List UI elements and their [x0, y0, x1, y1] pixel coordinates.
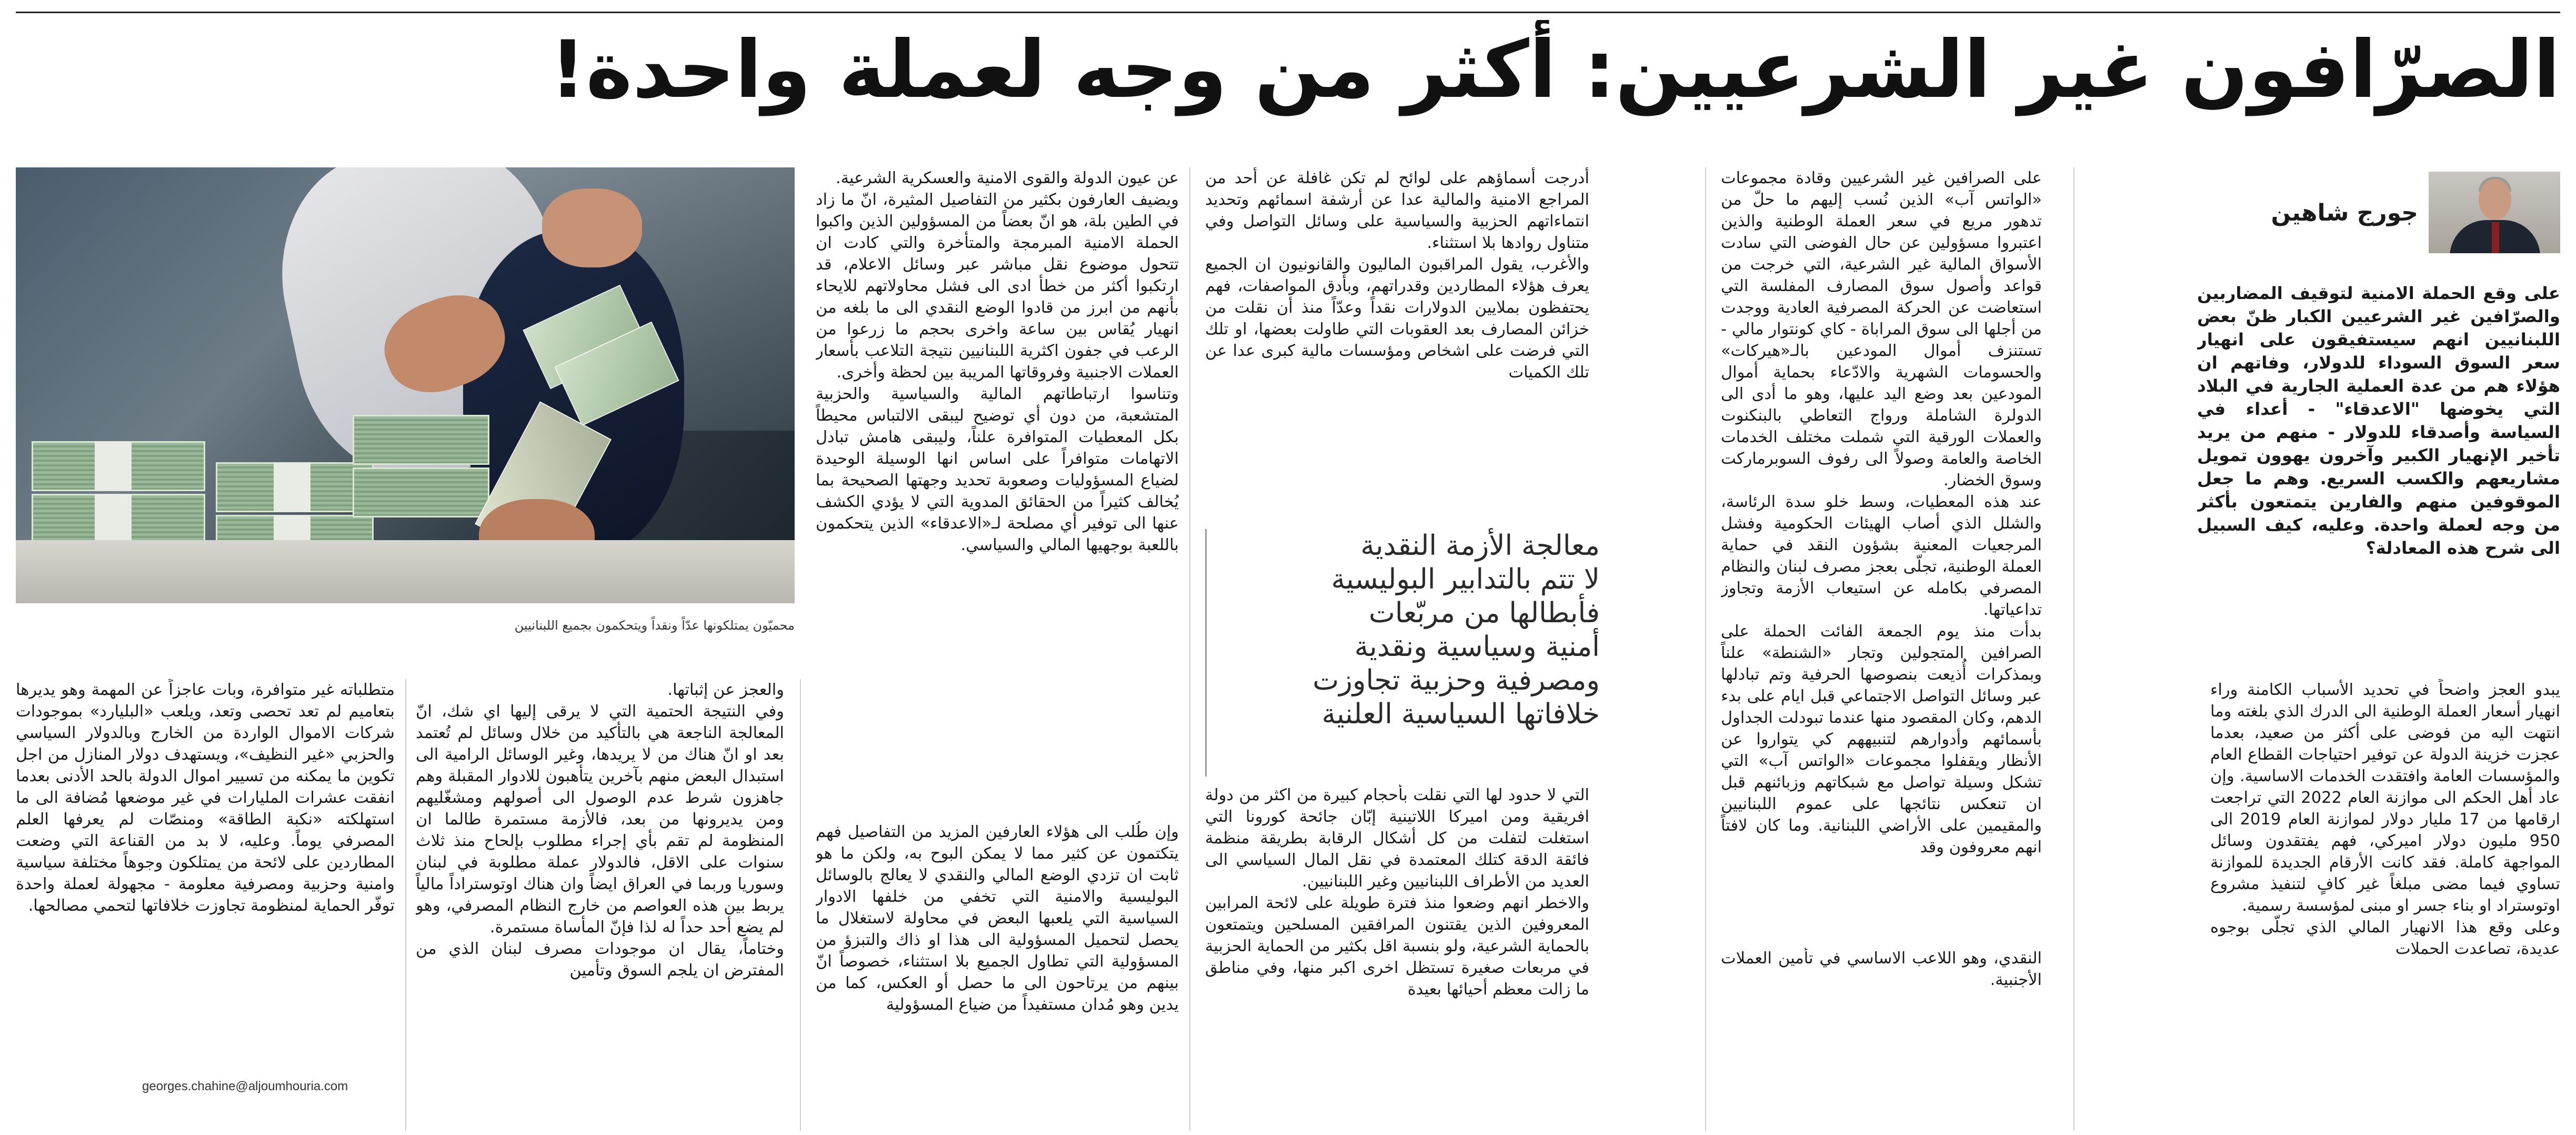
column-separator: [405, 679, 406, 1131]
pull-quote-line: ومصرفية وحزبية تجاوزت: [1312, 664, 1600, 696]
pull-quote-line: لا تتم بالتدابير البوليسية: [1331, 563, 1600, 595]
paragraph: عند هذه المعطيات، وسط خلو سدة الرئاسة، والشلل الذي أصاب الهيئات الحكومية وفشل المرجعيات المعنية بشؤون النقد في حماية العملة الوطنية، تجلّى بعجز مصرف لبنان والنظام المصرفي بكامله عن استيعاب الأزمة وتجاوز تداعياتها.: [1721, 493, 2042, 619]
author-name: جورج شاهين: [2271, 200, 2418, 226]
pull-quote-line: أمنية وسياسية ونقدية: [1354, 631, 1600, 663]
author-portrait-icon: [2429, 172, 2560, 253]
paragraph: متطلباته غير متوافرة، وبات عاجزاً عن المهمة وهو يديرها بتعاميم لم تعد تحصى وتعد، ويلعب «البليارد» بموجودات شركات الاموال الواردة من الخارج وبالدولار السياسي والحزبي «غير النظيف»، ويستهدف دولار المنازل من اجل تكوين ما يمكنه من تسيير اموال الدولة بالحد الأدنى بعدما انفقت عشرات المليارات في غير موضعها مُضافة الى ما استهلكته «نكبة الطاقة» ومنصّات لم يعرفها العلم المصرفي يوماً. وعليه، لا بد من القناعة التي وضعت المطاردين على لائحة من يمتلكون وجوهاً مختلفة سياسية وامنية وحزبية ومصرفية معلومة - مجهولة لعملة واحدة توفّر الحماية لمنظومة تجاوزت خلافاتها لتحمي مصالحها.: [16, 681, 395, 915]
column-1-bottom: [1721, 948, 2042, 1127]
headline: الصرّافون غير الشرعيين: أكثر من وجه لعملة واحدة!: [549, 24, 2560, 116]
column-2-top: [1205, 167, 1589, 515]
paragraph: على الصرافين غير الشرعيين وقادة مجموعات «الواتس آب» الذين نُسب إليهم ما حلّ من تدهور مريع في سعر العملة الوطنية والذين اعتبروا مسؤولين عن حال الفوضى التي سادت الأسواق المالية غير الشرعية، التي خرجت من قواعد وأصول سوق المصارف المفلسة التي استعاضت عن الحركة المصرفية العادية ووجدت من أجلها الى سوق المراباة - كاي كونتوار مالي - تستنزف أموال المودعين بالـ«هيركات» والحسومات الشهرية والادّعاء بحماية أموال المودعين بعد وضع اليد عليها، وهو ما أدى الى الدولرة الشاملة ورواج التعاطي بالبنكنوت والعملات الورقية التي شملت مختلف الخدمات الخاصة والعامة وصولاً الى رفوف السوبرماركت وسوق الخضار.: [1721, 169, 2042, 490]
column-0-bottom: [2210, 679, 2560, 1127]
paragraph: وعلى وقع هذا الانهيار المالي الذي تجلّى بوجوه عديدة، تصاعدت الحملات: [2210, 918, 2560, 958]
column-separator: [800, 679, 801, 1131]
paragraph: أدرجت أسماؤهم على لوائح لم تكن غافلة عن أحد من المراجع الامنية والمالية عدا عن أرشفة اسمائهم وتحديد انتماءاتهم الحزبية والسياسية على وسائل التواصل وفي متناول روادها بلا استثناء.: [1205, 169, 1589, 252]
money-counting-photo: [16, 167, 795, 603]
pull-quote-line: خلافاتها السياسية العلنية: [1321, 698, 1600, 730]
column-3-bottom: [816, 821, 1179, 1127]
photo-caption: محميّون يمتلكونها عدّاً ونقداً ويتحكمون بجميع اللبنانيين: [514, 618, 795, 633]
paragraph: والعجز عن إثباتها.: [667, 681, 784, 699]
pull-quote-line: فأبطالها من مربّعات: [1368, 597, 1600, 629]
column-5-bottom: [16, 679, 395, 1071]
paragraph: وفي النتيجة الحتمية التي لا يرقى إليها اي شك، انّ المعالجة الناجعة هي بالتأكيد من خلال وسائل لم تُعتمد بعد او انّ هناك من لا يريدها، وغير الوسائل الرامية الى استبدال البعض منهم بآخرين يتأهبون للادوار المقبلة وهم جاهزون شرط عدم الوصول الى أصولهم ومشغّليهم ومن يديرونها من بعد، فالأزمة مستمرة طالما ان المنظومة لم تقم بأي إجراء مطلوب بإلحاح منذ ثلاث سنوات على الاقل، فالدولار عملة مطلوبة في لبنان وسوريا وربما في العراق ايضاً وان هناك اوتوستراداً مالياً يربط بين هذه العواصم من خارج النظام المصرفي، وهو لم يضع أحد حداً له لذا فإنّ المأساة مستمرة.: [416, 702, 784, 937]
column-2-bottom: [1205, 784, 1589, 1127]
author-email: georges.chahine@aljoumhouria.com: [142, 1079, 348, 1093]
pull-quote: [1205, 529, 1600, 776]
paragraph: النقدي، وهو اللاعب الاساسي في تأمين العملات الأجنبية.: [1721, 949, 2042, 989]
paragraph: التي لا حدود لها التي نقلت بأحجام كبيرة من اكثر من دولة افريقية ومن اميركا اللاتينية إبّان جائحة كورونا التي استغلت لتفلت من كل أشكال الرقابة بطريقة منظمة فائقة الدقة كتلك المعتمدة في نقل المال السياسي الى العديد من الأطراف اللبنانيين وغير اللبنانيين.: [1205, 786, 1589, 891]
paragraph: والأغرب، يقول المراقبون الماليون والقانونيون ان الجميع يعرف هؤلاء المطاردين وقدراتهم، وبأدق المواصفات، فهم يحتفظون بملايين الدولارات نقداً وعدّاً منذ أن نقلت من خزائن المصارف بعد العقوبات التي طاولت بعضها، او تلك التي فرضت على اشخاص ومؤسسات مالية كبرى عدا عن تلك الكميات: [1205, 255, 1589, 382]
paragraph: وإن طُلب الى هؤلاء العارفين المزيد من التفاصيل فهم يتكتمون عن كثير مما لا يمكن البوح به، ولكن ما هو ثابت ان تزدي الوضع المالي والنقدي لا يعالج بالوسائل البوليسية والامنية التي تخفي من خلفها الادوار السياسية التي يلعبها البعض في محاولة لاستغلال ما يحصل لتحميل المسؤولية الى هذا او ذاك والتبزؤ من المسؤولية التي تطاول الجميع بلا استثناء، خصوصاً انّ بينهم من يرتاحون الى ما حصل أو العكس، كما من يدين وهو مُدان مستفيداً من ضياع المسؤولية: [816, 823, 1179, 1014]
column-separator: [1189, 167, 1190, 1131]
paragraph: يبدو العجز واضحاً في تحديد الأسباب الكامنة وراء انهيار أسعار العملة الوطنية الى الدرك الذي بلغته وما انتهت اليه من فوضى على أكثر من صعيد، بعدما عجزت خزينة الدولة عن توفير احتياجات القطاع العام والمؤسسات العامة وافتقدت الخدمات الاساسية. وإن عاد أهل الحكم الى موازنة العام 2022 التي تراجعت ارقامها من 17 مليار دولار لموازنة العام 2019 الى 950 مليون دولار اميركي، فهم يفتقدون وسائل المواجهة كاملة. فقد كانت الأرقام الجديدة للموازنة تساوي فيما مضى مبلغاً غير كافٍ لتنفيذ مشروع اوتوستراد او بناء جسر او مبنى لمؤسسة رسمية.: [2210, 681, 2560, 915]
column-3-top: [816, 167, 1179, 815]
paragraph: وتناسوا ارتباطاتهم المالية والسياسية والحزبية المتشعبة، من دون أي توضيح ليبقى الالتباس محيطاً بكل المعطيات المتوافرة علناً، وليبقى هامش تبادل الاتهامات متوافراً على اساس انها الوسيلة الوحيدة لضياع المسؤوليات وصعوبة تحديد وجهتها الصحيحة بما يُخالف كثيراً من الحقائق المدوية التي لا يؤدي الكشف عنها الى توفير أي مصلحة لـ«الاعدقاء» الذين يتحكمون باللعبة بوجهيها المالي والسياسي.: [816, 385, 1179, 554]
paragraph: ويضيف العارفون بكثير من التفاصيل المثيرة، انّ ما زاد في الطين بلة، هو انّ بعضاً من المسؤولين الذين واكبوا الحملة الامنية المبرمجة والمتأخرة والتي كادت ان تتحول موضوع نقل مباشر عبر وسائل الاعلام، قد ارتكبوا أكثر من خطأ ادى الى فشل محاولاتهم للايحاء بأنهم من ابرز من قادوا الوضع النقدي الى ما بلغه من انهيار يُقاس بين ساعة واخرى بحجم ما زرعوا من الرعب في جفون اكثرية اللبنانيين نتيجة التلاعب بأسعار العملات الاجنبية وفروقاتها المريبة بين لحظة وأخرى.: [816, 191, 1179, 382]
paragraph: عن عيون الدولة والقوى الامنية والعسكرية الشرعية.: [836, 169, 1179, 187]
pull-quote-line: معالجة الأزمة النقدية: [1360, 530, 1600, 562]
column-separator: [2073, 167, 2074, 1131]
column-separator: [1705, 167, 1706, 1131]
column-4-bottom: [416, 679, 784, 1127]
column-1-top: [1721, 167, 2042, 944]
paragraph: وختاماً، يقال ان موجودات مصرف لبنان الذي من المفترض ان يلجم السوق وتأمين: [416, 940, 784, 980]
paragraph: بدأت منذ يوم الجمعة الفائت الحملة على الصرافين المتجولين وتجار «الشنطة» علناً وبمذكرات أُذيعت بنصوصها الحرفية وتم تبادلها عبر وسائل التواصل الاجتماعي قبل ايام على بدء الدهم، وكان المقصود منها عندما تبودلت الجداول بأسمائهم وأدوارهم لتنبيههم كي يتواروا عن الأنظار ويقفلوا مجموعات «الواتس آب» التي تشكل وسيلة تواصل مع شبكاتهم وزبائنهم قبل ان تنعكس نتائجها على عموم اللبنانيين والمقيمين على الأراضي اللبنانية. وما كان لافتاً انهم معروفون وقد: [1721, 622, 2042, 857]
paragraph: والاخطر انهم وضعوا منذ فترة طويلة على لائحة المرابين المعروفين الذين يقتنون المرافقين المسلحين ويتمتعون بالحماية الشرعية، ولو بنسبة اقل بكثير من الحماية الحزبية في مربعات صغيرة تستظل اخرى اكبر منها، وفي مناطق ما زالت معظم أحيائها بعيدة: [1205, 894, 1589, 999]
lede-paragraph: على وقع الحملة الامنية لتوقيف المضاربين والصرّافين غير الشرعيين الكبار ظنّ بعض اللبنانيين انهم سيستفيقون على انهيار سعر السوق السوداء للدولار، وفاتهم ان هؤلاء هم من عدة العملية الجارية في البلاد التي يخوضها "الاعدقاء" - أعداء في السياسة وأصدقاء للدولار - منهم من يريد تأخير الإنهيار الكبير وآخرون يهوون تمويل مشاريعهم والكسب السريع. وهم ما جعل الموقوفين منهم والفارين يتمتعون بأكثر من وجه لعملة واحدة. وعليه، كيف السبيل الى شرح هذه المعادلة؟: [2197, 283, 2560, 558]
top-rule: [16, 12, 2560, 13]
